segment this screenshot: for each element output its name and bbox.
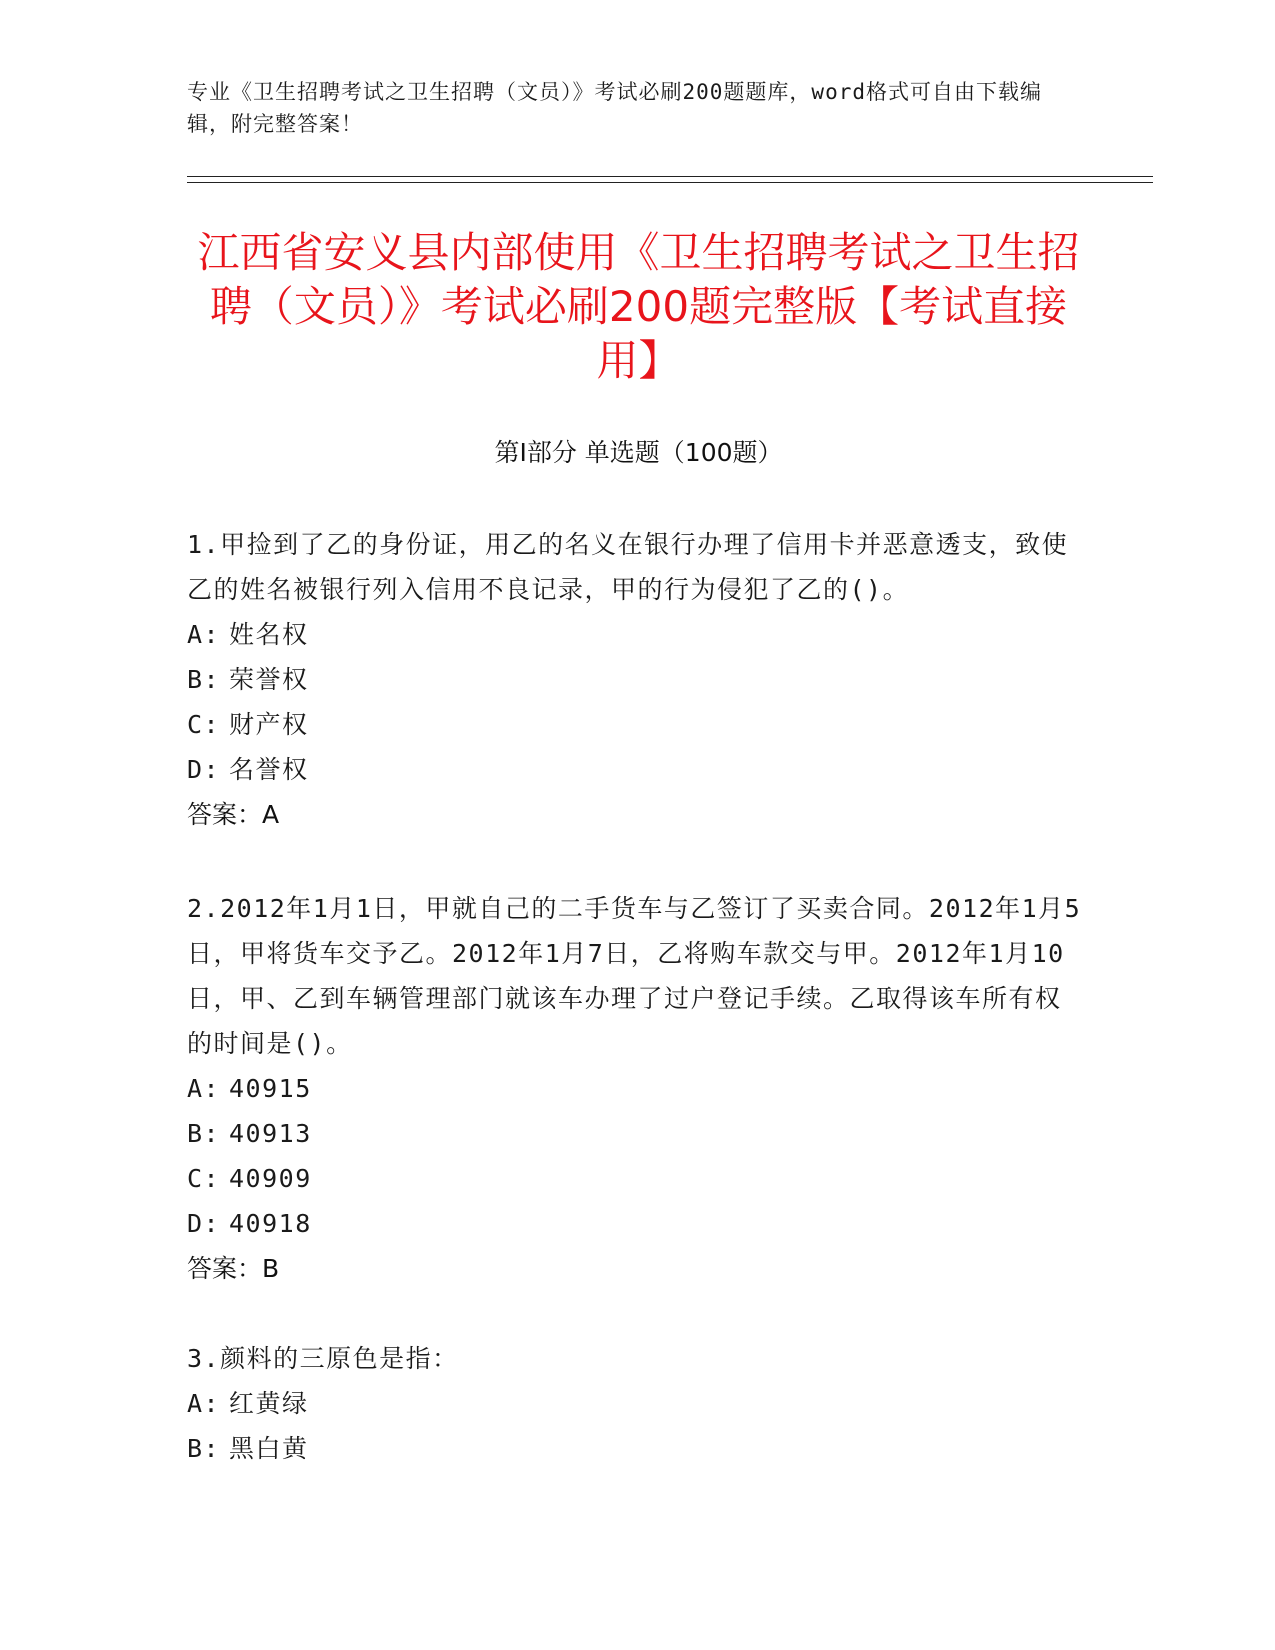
option-text: 40913 (229, 1119, 312, 1148)
option-b (187, 657, 1087, 702)
question-1 (187, 522, 1087, 837)
question-3 (187, 1336, 1087, 1471)
option-text: 黑白黄 (229, 1434, 309, 1463)
option-c (187, 702, 1087, 747)
option-d (187, 1201, 1087, 1246)
answer-line: 答案：B (187, 1254, 280, 1283)
option-key: A: (187, 1074, 221, 1103)
option-text: 40915 (229, 1074, 312, 1103)
option-key: B: (187, 665, 221, 694)
header-note: 专业《卫生招聘考试之卫生招聘（文员）》考试必刷200题题库，word格式可自由下载编辑，附完整答案！ (187, 80, 1042, 136)
option-b (187, 1111, 1087, 1156)
answer-line: 答案：A (187, 800, 280, 829)
option-d (187, 747, 1087, 792)
question-2 (187, 886, 1087, 1291)
option-text: 荣誉权 (229, 665, 309, 694)
option-key: D: (187, 1209, 221, 1238)
option-b (187, 1426, 1087, 1471)
option-text: 姓名权 (229, 620, 309, 649)
document-title: 江西省安义县内部使用《卫生招聘考试之卫生招聘（文员）》考试必刷200题完整版【考试直接用】 (197, 228, 1080, 385)
option-key: C: (187, 710, 221, 739)
option-key: C: (187, 1164, 221, 1193)
header-rule-bottom (187, 182, 1153, 183)
section-title: 第I部分 单选题（100题） (494, 438, 783, 467)
option-a (187, 1066, 1087, 1111)
question-text: 1.甲捡到了乙的身份证，用乙的名义在银行办理了信用卡并恶意透支，致使乙的姓名被银行列入信用不良记录，甲的行为侵犯了乙的()。 (187, 530, 1069, 604)
option-key: A: (187, 620, 221, 649)
option-key: B: (187, 1434, 221, 1463)
option-a (187, 1381, 1087, 1426)
option-text: 名誉权 (229, 755, 309, 784)
option-key: D: (187, 755, 221, 784)
question-text: 3.颜料的三原色是指： (187, 1344, 459, 1373)
option-text: 40918 (229, 1209, 312, 1238)
header-rule-top (187, 176, 1153, 177)
option-text: 红黄绿 (229, 1389, 309, 1418)
option-text: 财产权 (229, 710, 309, 739)
option-text: 40909 (229, 1164, 312, 1193)
question-text: 2.2012年1月1日，甲就自己的二手货车与乙签订了买卖合同。2012年1月5日，甲将货车交予乙。2012年1月7日，乙将购车款交与甲。2012年1月10日，甲、乙到车辆管理部门就该车办理了过户登记手续。乙取得该车所有权的时间是()。 (187, 894, 1082, 1058)
option-c (187, 1156, 1087, 1201)
option-key: B: (187, 1119, 221, 1148)
option-key: A: (187, 1389, 221, 1418)
option-a (187, 612, 1087, 657)
